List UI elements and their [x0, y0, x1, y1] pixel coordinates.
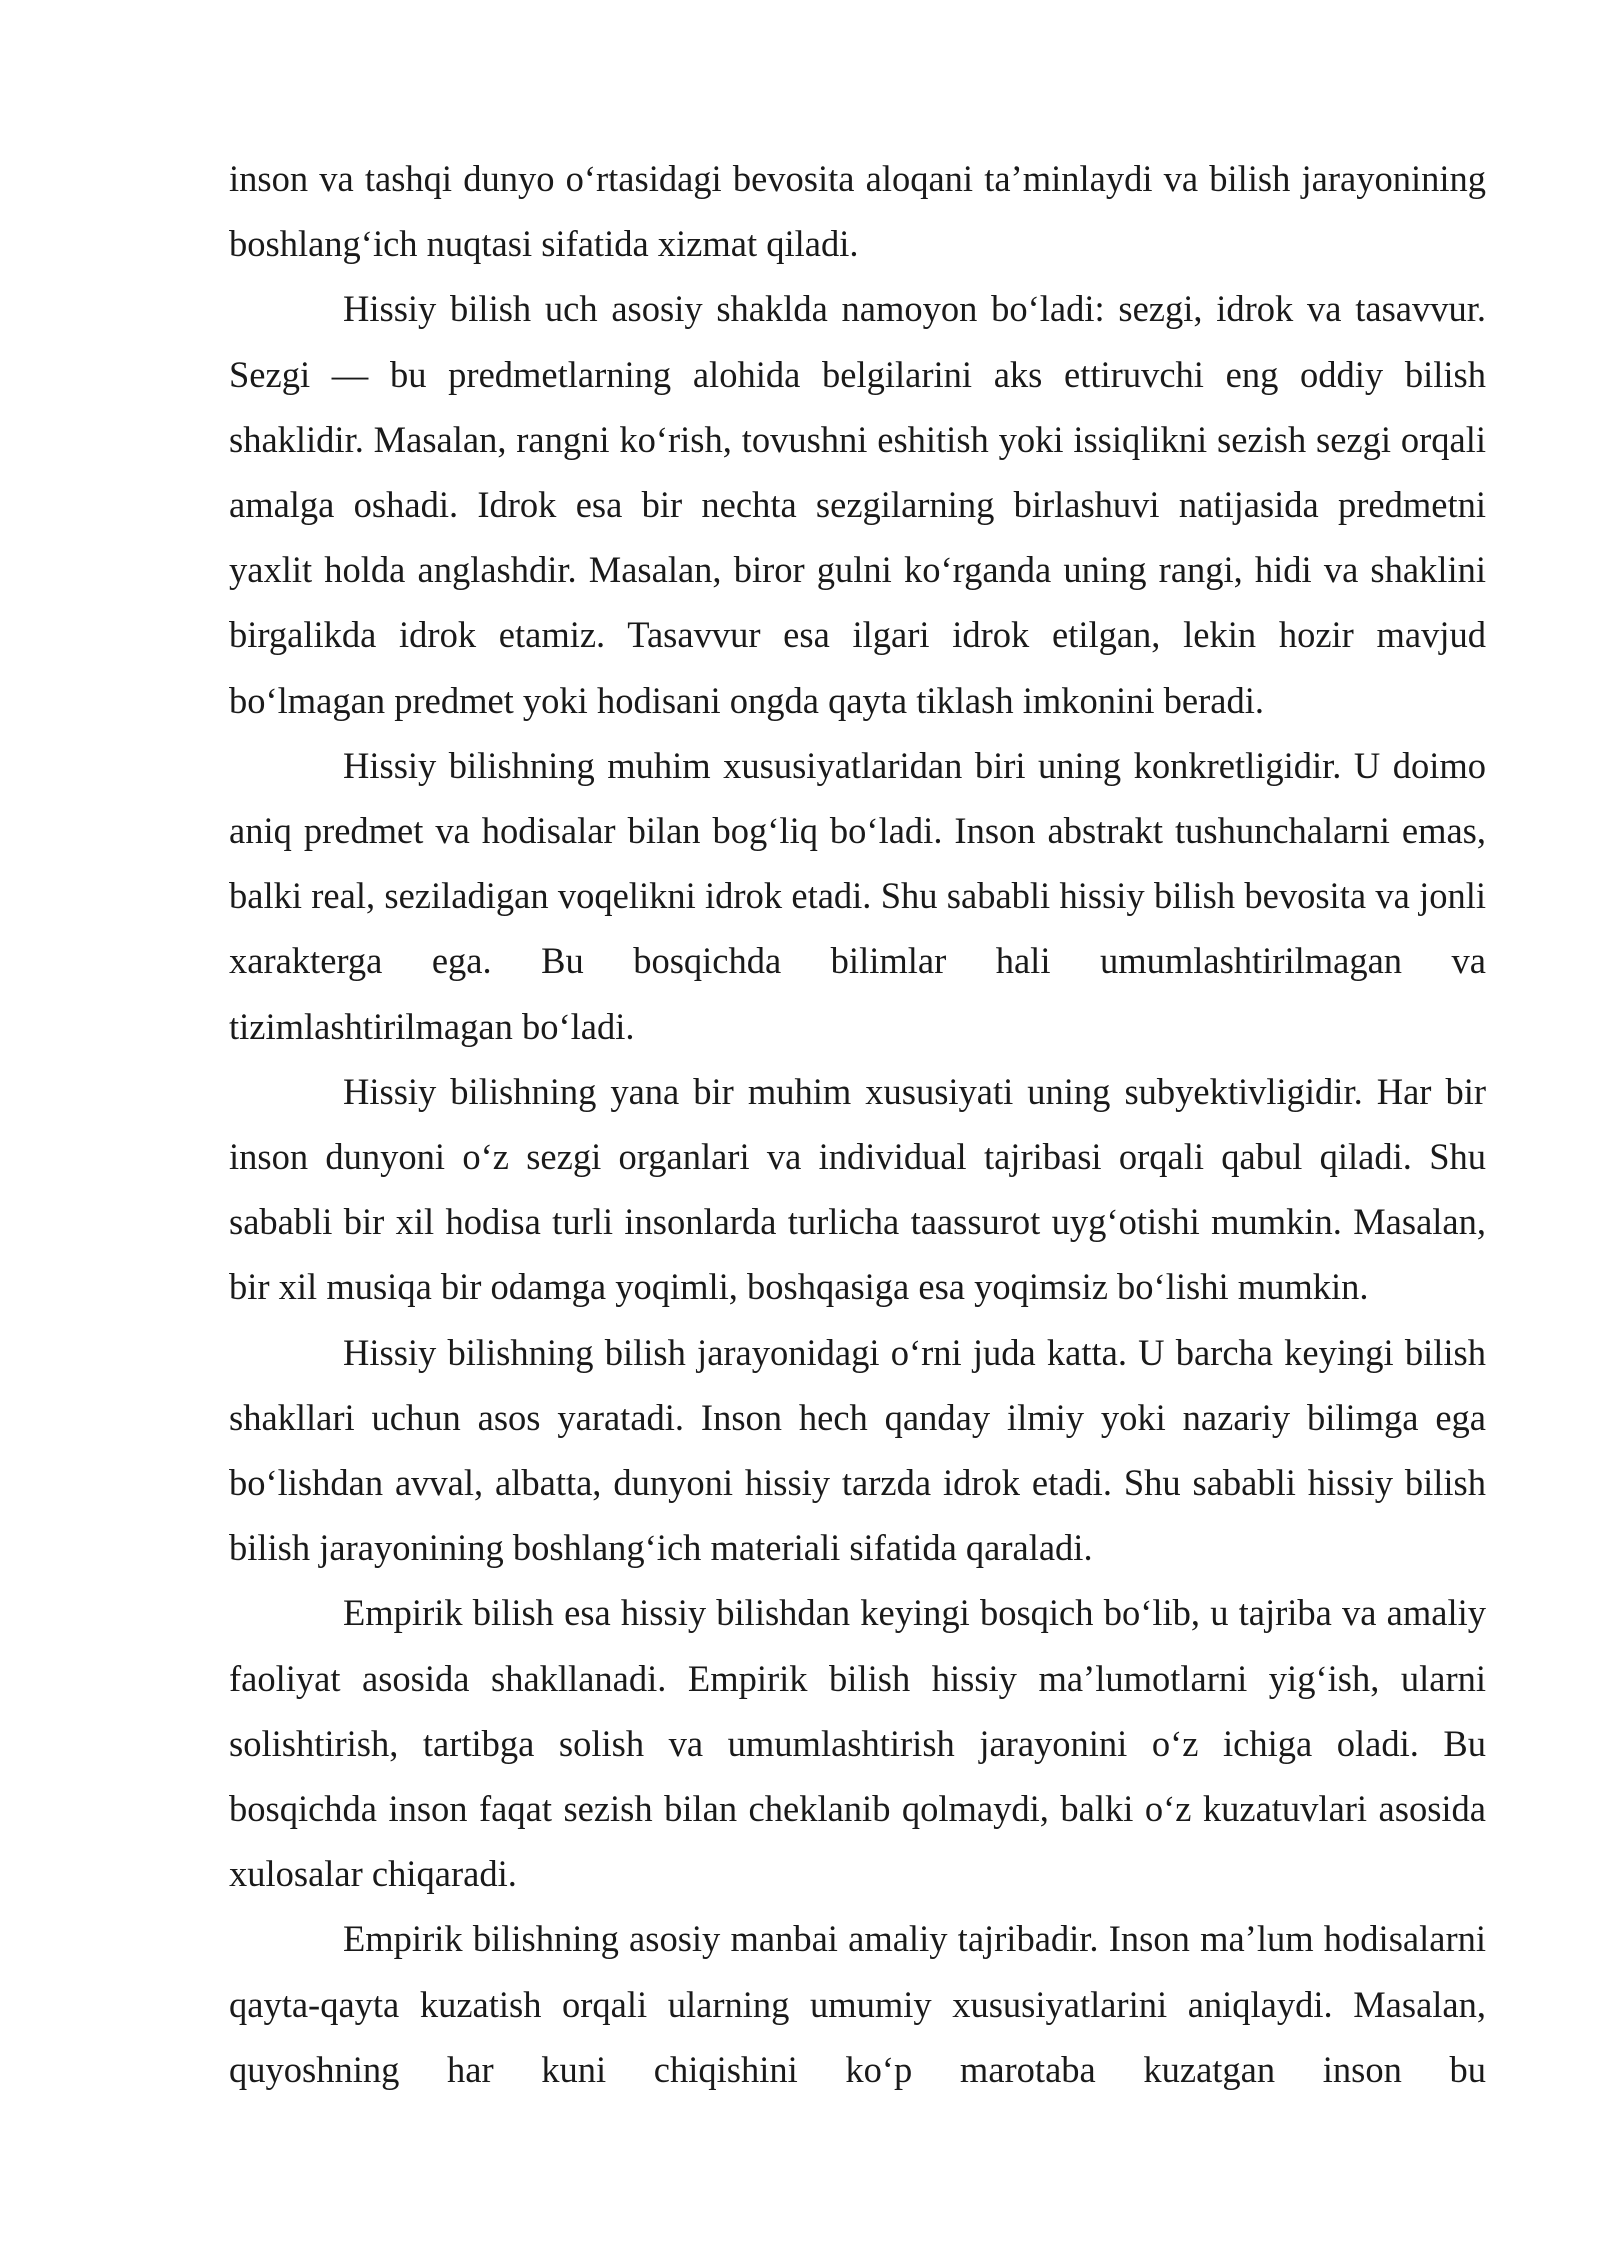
paragraph-empirical-knowledge: Empirik bilish esa hissiy bilishdan keyingi bosqich bo‘lib, u tajriba va amaliy faoliyat asosida shakllanadi. Empirik bilish hissiy ma’lumotlarni yig‘ish, ularni solishtirish, tartibga solish va umumlashtirish jarayonini o‘z ichiga oladi. Bu bosqichda inson faqat sezish bilan cheklanib qolmaydi, balki o‘z kuzatuvlari asosida xulosalar chiqaradi. — [229, 1592, 1486, 1895]
paragraph-continuation: inson va tashqi dunyo o‘rtasidagi bevosita aloqani ta’minlaydi va bilish jarayonining boshlang‘ich nuqtasi sifatida xizmat qiladi. — [229, 158, 1486, 265]
document-body — [229, 146, 1486, 2102]
paragraph-empirical-source: Empirik bilishning asosiy manbai amaliy tajribadir. Inson ma’lum hodisalarni qayta-qayta kuzatish orqali ularning umumiy xususiyatlarini aniqlaydi. Masalan, quyoshning har kuni chiqishini ko‘p marotaba kuzatgan inson bu — [229, 1918, 1486, 2090]
paragraph-sensory-forms: Hissiy bilish uch asosiy shaklda namoyon bo‘ladi: sezgi, idrok va tasavvur. Sezgi — bu predmetlarning alohida belgilarini aks ettiruvchi eng oddiy bilish shaklidir. Masalan, rangni ko‘rish, tovushni eshitish yoki issiqlikni sezish sezgi orqali amalga oshadi. Idrok esa bir nechta sezgilarning birlashuvi natijasida predmetni yaxlit holda anglashdir. Masalan, biror gulni ko‘rganda uning rangi, hidi va shaklini birgalikda idrok etamiz. Tasavvur esa ilgari idrok etilgan, lekin hozir mavjud bo‘lmagan predmet yoki hodisani ongda qayta tiklash imkonini beradi. — [229, 288, 1486, 721]
paragraph-role-in-cognition: Hissiy bilishning bilish jarayonidagi o‘rni juda katta. U barcha keyingi bilish shakllari uchun asos yaratadi. Inson hech qanday ilmiy yoki nazariy bilimga ega bo‘lishdan avval, albatta, dunyoni hissiy tarzda idrok etadi. Shu sababli hissiy bilish bilish jarayonining boshlang‘ich materiali sifatida qaraladi. — [229, 1331, 1486, 1569]
paragraph-subjectivity: Hissiy bilishning yana bir muhim xususiyati uning subyektivligidir. Har bir inson dunyoni o‘z sezgi organlari va individual tajribasi orqali qabul qiladi. Shu sababli bir xil hodisa turli insonlarda turlicha taassurot uyg‘otishi mumkin. Masalan, bir xil musiqa bir odamga yoqimli, boshqasiga esa yoqimsiz bo‘lishi mumkin. — [229, 1070, 1486, 1308]
paragraph-concreteness: Hissiy bilishning muhim xususiyatlaridan biri uning konkretligidir. U doimo aniq predmet va hodisalar bilan bog‘liq bo‘ladi. Inson abstrakt tushunchalarni emas, balki real, seziladigan voqelikni idrok etadi. Shu sababli hissiy bilish bevosita va jonli xarakterga ega. Bu bosqichda bilimlar hali umumlashtirilmagan va tizimlashtirilmagan bo‘ladi. — [229, 744, 1486, 1047]
